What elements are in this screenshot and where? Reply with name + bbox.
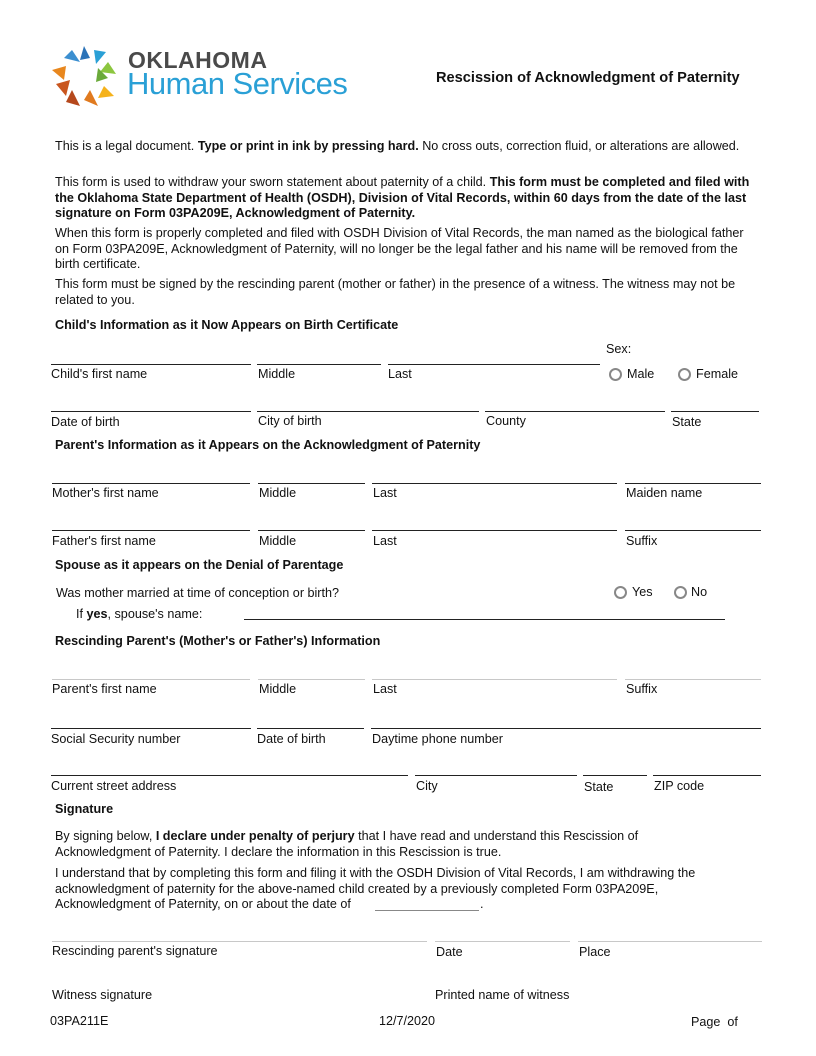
rescinding-last-field[interactable] bbox=[372, 679, 617, 680]
mother-maiden-field[interactable] bbox=[625, 483, 761, 484]
child-city-label: City of birth bbox=[258, 414, 322, 428]
page-number: Page of bbox=[691, 1015, 738, 1029]
sex-label: Sex: bbox=[606, 342, 632, 356]
phone-label: Daytime phone number bbox=[372, 732, 503, 746]
witness-name-label: Printed name of witness bbox=[435, 988, 570, 1002]
city-field[interactable] bbox=[415, 775, 577, 776]
sex-male-radio[interactable] bbox=[609, 368, 622, 381]
form-date: 12/7/2020 bbox=[379, 1014, 436, 1028]
child-section-heading: Child's Information as it Now Appears on Birth Certificate bbox=[55, 318, 399, 332]
rescinding-dob-field[interactable] bbox=[257, 728, 364, 729]
mother-last-label: Last bbox=[373, 486, 397, 500]
father-suffix-field[interactable] bbox=[625, 530, 761, 531]
signature-date-label: Date bbox=[436, 945, 463, 959]
married-yes-radio[interactable] bbox=[614, 586, 627, 599]
spouse-name-field[interactable] bbox=[244, 619, 725, 620]
intro-paragraph-2: This form is used to withdraw your sworn statement about paternity of a child. This form must be completed and filed with the Oklahoma State Department of Health (OSDH), Division of Vital Records, within 60 days from the date of the last signature on Form 03PA209E, Acknowledgment of Paternity. bbox=[55, 175, 750, 221]
signature-paragraph-2: I understand that by completing this form and filing it with the OSDH Division of Vital Records, I am withdrawing the acknowledgment of paternity for the above-named child created by a previously completed Form 03PA209E, Acknowledgment of Paternity, on or about the date of bbox=[55, 866, 696, 912]
logo-text-human-services: Human Services bbox=[127, 66, 348, 101]
state-label: State bbox=[584, 780, 614, 794]
spouse-section-heading: Spouse as it appears on the Denial of Parentage bbox=[55, 558, 344, 572]
oklahoma-star-logo-icon bbox=[50, 44, 118, 110]
parent-signature-label: Rescinding parent's signature bbox=[52, 944, 218, 958]
phone-field[interactable] bbox=[371, 728, 761, 729]
mother-first-label: Mother's first name bbox=[52, 486, 159, 500]
married-no-radio[interactable] bbox=[674, 586, 687, 599]
rescinding-first-field[interactable] bbox=[52, 679, 250, 680]
signature-paragraph-1: By signing below, I declare under penalty of perjury that I have read and understand this Rescission of Acknowledgment of Paternity. I declare the information in this Rescission is true. bbox=[55, 829, 639, 859]
father-middle-field[interactable] bbox=[258, 530, 365, 531]
mother-maiden-label: Maiden name bbox=[626, 486, 703, 500]
rescinding-last-label: Last bbox=[373, 682, 397, 696]
parents-section-heading: Parent's Information as it Appears on the Acknowledgment of Paternity bbox=[55, 438, 481, 452]
rescinding-first-label: Parent's first name bbox=[52, 682, 157, 696]
child-county-label: County bbox=[486, 414, 526, 428]
father-first-name-field[interactable] bbox=[52, 530, 250, 531]
zip-label: ZIP code bbox=[654, 779, 705, 793]
logo-text-oklahoma: OKLAHOMA bbox=[128, 47, 268, 73]
rescinding-dob-label: Date of birth bbox=[257, 732, 326, 746]
rescinding-middle-field[interactable] bbox=[258, 679, 365, 680]
form-number: 03PA211E bbox=[50, 1014, 109, 1028]
mother-last-field[interactable] bbox=[372, 483, 617, 484]
child-last-label: Last bbox=[388, 367, 412, 381]
signature-date-field[interactable] bbox=[435, 941, 570, 942]
sex-male-label: Male bbox=[627, 367, 655, 381]
rescinding-suffix-field[interactable] bbox=[625, 679, 761, 680]
rescinding-section-heading: Rescinding Parent's (Mother's or Father's) Information bbox=[55, 634, 381, 648]
intro-paragraph-3: When this form is properly completed and filed with OSDH Division of Vital Records, the man named as the biological father on Form 03PA209E, Acknowledgment of Paternity, will no longer be the legal father and his name will be removed from the birth certificate. bbox=[55, 226, 744, 272]
intro-paragraph-1: This is a legal document. Type or print in ink by pressing hard. No cross outs, correction fluid, or alterations are allowed. bbox=[55, 139, 740, 153]
child-city-field[interactable] bbox=[257, 411, 479, 412]
child-middle-name-field[interactable] bbox=[257, 364, 381, 365]
sex-female-radio[interactable] bbox=[678, 368, 691, 381]
street-field[interactable] bbox=[51, 775, 408, 776]
father-middle-label: Middle bbox=[259, 534, 297, 548]
married-yes-label: Yes bbox=[632, 585, 653, 599]
child-first-name-field[interactable] bbox=[51, 364, 251, 365]
parent-signature-field[interactable] bbox=[52, 941, 427, 942]
acknowledgment-date-period: . bbox=[480, 897, 484, 911]
street-label: Current street address bbox=[51, 779, 177, 793]
child-middle-label: Middle bbox=[258, 367, 296, 381]
child-state-label: State bbox=[672, 415, 702, 429]
mother-middle-label: Middle bbox=[259, 486, 297, 500]
signature-place-label: Place bbox=[579, 945, 611, 959]
signature-place-field[interactable] bbox=[578, 941, 762, 942]
rescinding-suffix-label: Suffix bbox=[626, 682, 658, 696]
witness-signature-label: Witness signature bbox=[52, 988, 153, 1002]
mother-middle-field[interactable] bbox=[258, 483, 365, 484]
intro-paragraph-4: This form must be signed by the rescinding parent (mother or father) in the presence of a witness. The witness may not be related to you. bbox=[55, 277, 736, 307]
rescinding-middle-label: Middle bbox=[259, 682, 297, 696]
form-title: Rescission of Acknowledgment of Paternity bbox=[436, 70, 740, 86]
spouse-name-label: If yes, spouse's name: bbox=[76, 607, 203, 621]
acknowledgment-date-field[interactable] bbox=[375, 910, 479, 911]
child-county-field[interactable] bbox=[485, 411, 665, 412]
married-question: Was mother married at time of conception or birth? bbox=[56, 586, 340, 600]
child-dob-label: Date of birth bbox=[51, 415, 120, 429]
married-no-label: No bbox=[691, 585, 708, 599]
ssn-field[interactable] bbox=[51, 728, 251, 729]
father-last-label: Last bbox=[373, 534, 397, 548]
ssn-label: Social Security number bbox=[51, 732, 181, 746]
father-first-label: Father's first name bbox=[52, 534, 156, 548]
sex-female-label: Female bbox=[696, 367, 738, 381]
child-last-name-field[interactable] bbox=[388, 364, 600, 365]
zip-field[interactable] bbox=[653, 775, 761, 776]
mother-first-name-field[interactable] bbox=[52, 483, 250, 484]
signature-section-heading: Signature bbox=[55, 802, 114, 816]
child-first-name-label: Child's first name bbox=[51, 367, 148, 381]
father-suffix-label: Suffix bbox=[626, 534, 658, 548]
city-label: City bbox=[416, 779, 438, 793]
child-state-field[interactable] bbox=[671, 411, 759, 412]
state-field[interactable] bbox=[583, 775, 647, 776]
child-dob-field[interactable] bbox=[51, 411, 251, 412]
father-last-field[interactable] bbox=[372, 530, 617, 531]
